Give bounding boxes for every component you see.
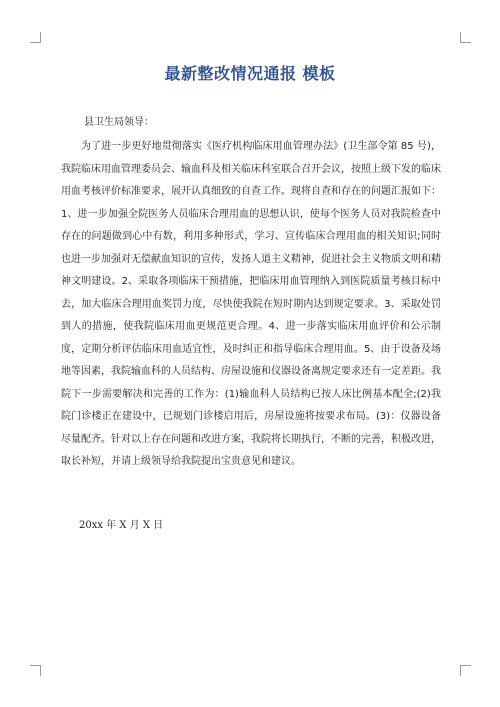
body-paragraph: 为了进一步更好地贯彻落实《医疗机构临床用血管理办法》(卫生部令第 85 号)，我院临床用血管理委员会、输血科及相关临床科室联合召开会议，按照上级下发的临床用血考核评价标准要求，展开认真细致的自查工作。现将自查和存在的问题汇报如下：1、进一步加强全院医务人员临床合理用血的思想认识，使每个医务人员对我院检查中存在的问题做到心中有数，利用多种形式，学习、宣传临床合理用血的相关知识;同时也进一步加强对无偿献血知识的宣传，发扬人道主义精神，促进社会主义物质文明和精神文明建设。2、采取各项临床干预措施，把临床用血管理纳入到医院质量考核目标中去，加大临床合理用血奖罚力度，尽快使我院在短时期内达到规定要求。3、采取处罚到人的措施，使我院临床用血更规范更合理。4、进一步落实临床用血评价和公示制度，定期分析评估临床用血适宜性，及时纠正和指导临床合理用血。5、由于设备及场地等因素，我院输血科的人员结构、房屋设施和仪器设备离规定要求还有一定差距。我院下一步需要解决和完善的工作为：(1)输血科人员结构已按人床比例基本配全;(2)我院门诊楼正在建设中，已规划门诊楼启用后，房屋设施将按要求布局。(3)：仪器设备尽量配齐。针对以上存在问题和改进方案，我院将长期执行，不断的完善，积极改进，取长补短，并请上级领导给我院提出宝贵意见和建议。 — [61, 141, 441, 467]
crop-mark-bottom-left — [30, 665, 41, 676]
document-title: 最新整改情况通报 模板 — [164, 64, 336, 83]
crop-mark-top-right — [460, 32, 471, 43]
crop-mark-top-left — [30, 32, 41, 43]
crop-mark-bottom-right — [460, 665, 471, 676]
date-line: 20xx 年 X 月 X 日 — [79, 520, 164, 531]
salutation: 县卫生局领导： — [84, 117, 154, 128]
